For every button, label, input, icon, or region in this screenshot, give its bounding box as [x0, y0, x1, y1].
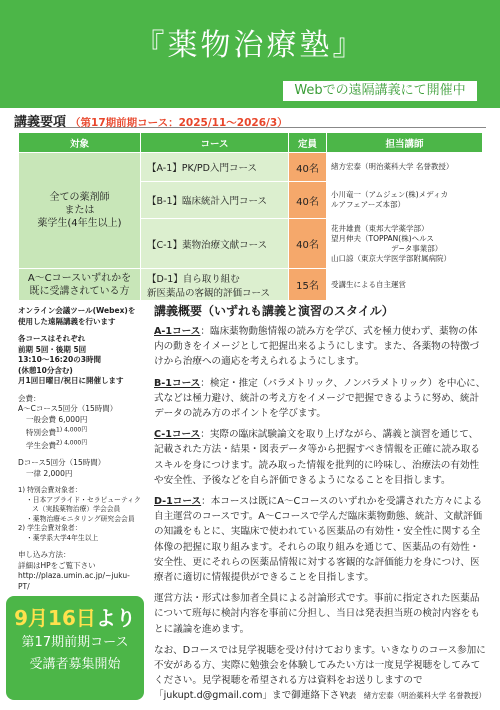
seats-b1: 40名 — [289, 182, 327, 219]
divider — [14, 127, 486, 128]
outline-term: （第17期前期コース：2025/11～2026/3） — [70, 117, 288, 129]
course-desc-a1 — [154, 324, 486, 370]
date-suffix: より — [95, 606, 136, 630]
course-desc-d1 — [154, 494, 486, 585]
info-line: オンライン会議ツール(Webex)を — [18, 306, 136, 315]
apply-note — [18, 550, 148, 592]
info-line: 使用した遠隔講義を行います — [18, 316, 116, 326]
fee-d-note — [18, 458, 148, 479]
course-text: ：検定・推定（パラメトリック、ノンパラメトリック）を中心に、式などは極力避け、統計の考え方をイメージで把握できるように努め、統計データの読み方のポイントを学びます。 — [154, 377, 486, 420]
info-line: 各コースはそれぞれ — [18, 334, 86, 343]
header-target: 対象 — [19, 133, 141, 153]
table-row — [19, 153, 483, 182]
teacher-d1: 受講生による自主運営 — [327, 269, 483, 301]
recruit-line1: 第17期前期コース — [21, 635, 129, 650]
course-line: 新医薬品の客観的評価コース — [147, 287, 271, 299]
date-number: 9月16日 — [14, 606, 96, 630]
info-line: 前期 5回・後期 5回 — [18, 344, 87, 354]
course-key: C-1コース — [154, 429, 201, 441]
course-b1: 【B-1】臨床統計入門コース — [141, 182, 289, 219]
target-line: または — [64, 205, 95, 216]
course-key: A-1コース — [154, 326, 201, 337]
course-c1: 【C-1】薬物治療文献コース — [141, 219, 289, 269]
course-key: D-1コース — [154, 496, 202, 508]
seats-d1: 15名 — [289, 269, 327, 301]
representative-signature: 代表 緒方宏泰（明治薬科大学 名誉教授） — [341, 691, 486, 700]
teacher-line: 山口諒（東京大学医学部附属病院） — [331, 253, 451, 263]
course-text: ：臨床薬物動態情報の読み方を学び、式を極力使わず、薬物の体内の動きをイメージとして把握出来るようにします。また、各薬物の特徴づけから治療への適応を考えられるようにします。 — [154, 326, 480, 368]
online-note — [18, 306, 148, 327]
course-text: ：実際の臨床試験論文を取り上げながら、講義と演習を通じて、記載された方法・結果・図表データ等から把握すべき情報を正確に読み取るスキルを身につけます。読み取った情報を批判的に吟味し、治療法の有効性や安全性、予後などを自ら評価できるようになることを目指します。 — [154, 429, 480, 486]
seats-a1: 40名 — [289, 153, 327, 182]
course-text: ：本コースは既にA～Cコースのいずれかを受講された方々による自主運営のコースです。A～Cコースで学んだ臨床薬物動態、統計、文献評価の知識をもとに、実臨床で使われている医薬品の有効性・安全性に関する全体像の把握に取り組みます。それらの取り組みを通じて、医薬品の有効性・安全性、更にそれらの医薬品情報に対する客観的な評価能力を身につけ、医療者に適切に情報提供ができることを目指します。 — [154, 496, 483, 584]
info-line: 一般会費 6,000円 — [26, 414, 88, 424]
teacher-b1 — [327, 182, 483, 219]
teacher-line: 望月伸夫（TOPPAN(株)ヘルス — [331, 233, 434, 243]
info-line: (休憩10分含む) — [18, 365, 73, 375]
info-line: ・日本アプライド・セラピューティク — [26, 495, 141, 504]
header-seats: 定員 — [289, 133, 327, 153]
info-line: Dコース5回分（15時間） — [18, 458, 106, 467]
recruit-date — [6, 602, 144, 631]
eligibility-note — [18, 486, 148, 543]
operation-text: 運営方法・形式は参加者全員による討論形式です。事前に指定された医薬品について班毎に検討内容を事前に分担し、当日は発表担当班の検討内容をもとに議論を進めます。 — [154, 593, 480, 635]
header-teacher: 担当講師 — [327, 133, 483, 153]
table-header — [19, 133, 483, 153]
teacher-a1: 緒方宏泰（明治薬科大学 名誉教授） — [327, 153, 483, 182]
info-line: 会費： — [18, 393, 41, 403]
teacher-line: 花井雄貴（東邦大学薬学部） — [331, 223, 429, 233]
target-d — [19, 269, 141, 301]
info-line: 2) 学生会費対象者： — [18, 524, 82, 532]
info-line: 学生会費$^{2) 4,000円}$ — [26, 439, 88, 450]
fee-note — [18, 394, 148, 452]
left-info-column — [18, 306, 148, 599]
info-line: 詳細はHPをご覧下さい — [18, 560, 96, 570]
homepage-link[interactable]: http://plaza.umin.ac.jp/~juku- — [18, 571, 130, 580]
course-desc-b1 — [154, 376, 486, 422]
info-line: ・薬学系大学4年生以上 — [26, 533, 99, 542]
homepage-link-cont[interactable]: PT/ — [18, 581, 30, 591]
info-line: ス（実践薬物治療）学会会員 — [32, 505, 121, 513]
target-line: 既に受講されている方 — [29, 285, 130, 297]
target-line: 薬学生(4年生以上) — [37, 218, 122, 229]
table-row — [19, 269, 483, 301]
info-line: 月1回日曜日/祝日に開催します — [18, 376, 124, 385]
page-title: 『薬物治療塾』 — [134, 28, 366, 63]
recruit-line2: 受講者募集開始 — [29, 657, 121, 672]
course-key: B-1コース — [154, 377, 201, 389]
course-a1: 【A-1】PK/PD入門コース — [141, 153, 289, 182]
teacher-c1 — [327, 219, 483, 269]
target-line: 全ての薬剤師 — [49, 192, 110, 203]
course-table — [18, 132, 483, 301]
info-line: 1) 特別会費対象者： — [18, 486, 82, 494]
overview-heading: 講義概要（いずれも講義と演習のスタイル） — [154, 304, 394, 318]
target-line: A～Cコースいずれかを — [27, 272, 132, 284]
teacher-line: ルアフェアーズ本部） — [331, 200, 406, 209]
info-line: 特別会費$^{1) 4,000円}$ — [26, 426, 88, 437]
course-d1 — [141, 269, 289, 301]
closing-text: なお、Dコースでは見学視聴を受け付けております。いきなりのコース参加に不安がある方、実際に勉強会を体験してみたい方は一度見学視聴をしてみてください。見学視聴を希望される方は資料をお送りしますので「jukupt.d@gmail.com」まで御連絡下さい。 — [154, 644, 486, 702]
course-line: 【D-1】自ら取り組む — [147, 273, 240, 285]
recruitment-box — [6, 596, 144, 700]
outline-heading: 講義要項 — [14, 115, 67, 130]
overview-column — [154, 324, 486, 710]
info-line: 13:10～16:20の3時間 — [18, 355, 101, 364]
seats-c1: 40名 — [289, 219, 327, 269]
info-line: 一律 2,000円 — [26, 468, 73, 478]
teacher-line: デ−タ事業部） — [331, 243, 443, 253]
target-all — [19, 153, 141, 269]
info-line: A～Cコース5回分（15時間） — [18, 404, 118, 413]
info-line: 申し込み方法： — [18, 550, 71, 559]
header-course: コース — [141, 133, 289, 153]
schedule-note — [18, 334, 148, 387]
course-desc-c1 — [154, 427, 486, 488]
info-line: ・薬物治療モニタリング研究会会員 — [26, 514, 135, 523]
teacher-line: 小川竜一（アムジェン(株)メディカ — [331, 190, 449, 199]
online-badge: Webでの遠隔講義にて開催中 — [282, 80, 478, 102]
